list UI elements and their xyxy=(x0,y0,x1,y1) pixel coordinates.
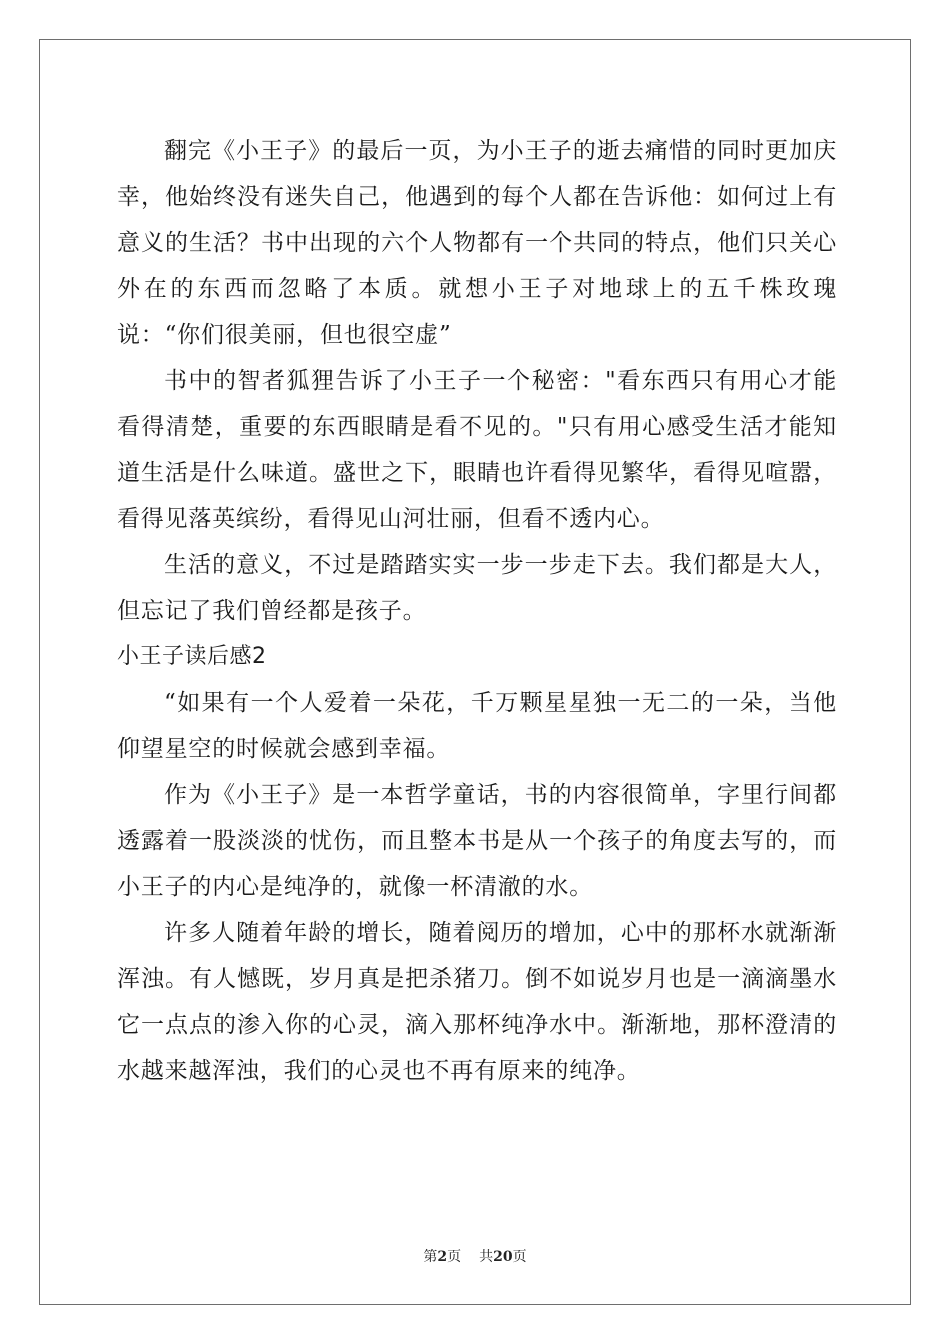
total-suffix: 页 xyxy=(512,1249,527,1265)
total-page-count: 20 xyxy=(493,1249,513,1265)
paragraph: 作为《小王子》是一本哲学童话，书的内容很简单，字里行间都透露着一股淡淡的忧伤，而且整本书是从一个孩子的角度去写的，而小王子的内心是纯净的，就像一杯清澈的水。 xyxy=(117,782,837,900)
paragraph: 生活的意义，不过是踏踏实实一步一步走下去。我们都是大人，但忘记了我们曾经都是孩子。 xyxy=(117,552,837,624)
document-body xyxy=(117,128,837,1094)
paragraph: 翻完《小王子》的最后一页，为小王子的逝去痛惜的同时更加庆幸，他始终没有迷失自己，他遇到的每个人都在告诉他：如何过上有意义的生活？书中出现的六个人物都有一个共同的特点，他们只关心外在的东西而忽略了本质。就想小王子对地球上的五千株玫瑰说：“你们很美丽，但也很空虚” xyxy=(117,138,837,348)
page-prefix: 第 xyxy=(423,1249,438,1265)
page-suffix: 页 xyxy=(447,1249,462,1265)
paragraph: “如果有一个人爱着一朵花，千万颗星星独一无二的一朵，当他仰望星空的时候就会感到幸福。 xyxy=(117,690,837,762)
paragraph: 书中的智者狐狸告诉了小王子一个秘密："看东西只有用心才能看得清楚，重要的东西眼睛是看不见的。"只有用心感受生活才能知道生活是什么味道。盛世之下，眼睛也许看得见繁华，看得见喧嚣，看得见落英缤纷，看得见山河壮丽，但看不透内心。 xyxy=(117,368,837,532)
paragraph: 许多人随着年龄的增长，随着阅历的增加，心中的那杯水就渐渐浑浊。有人憾既，岁月真是把杀猪刀。倒不如说岁月也是一滴滴墨水它一点点的渗入你的心灵，滴入那杯纯净水中。渐渐地，那杯澄清的水越来越浑浊，我们的心灵也不再有原来的纯净。 xyxy=(117,920,837,1084)
section-heading: 小王子读后感2 xyxy=(117,644,267,669)
total-prefix: 共 xyxy=(479,1249,494,1265)
page-footer xyxy=(0,1248,950,1266)
current-page-number: 2 xyxy=(437,1249,448,1265)
